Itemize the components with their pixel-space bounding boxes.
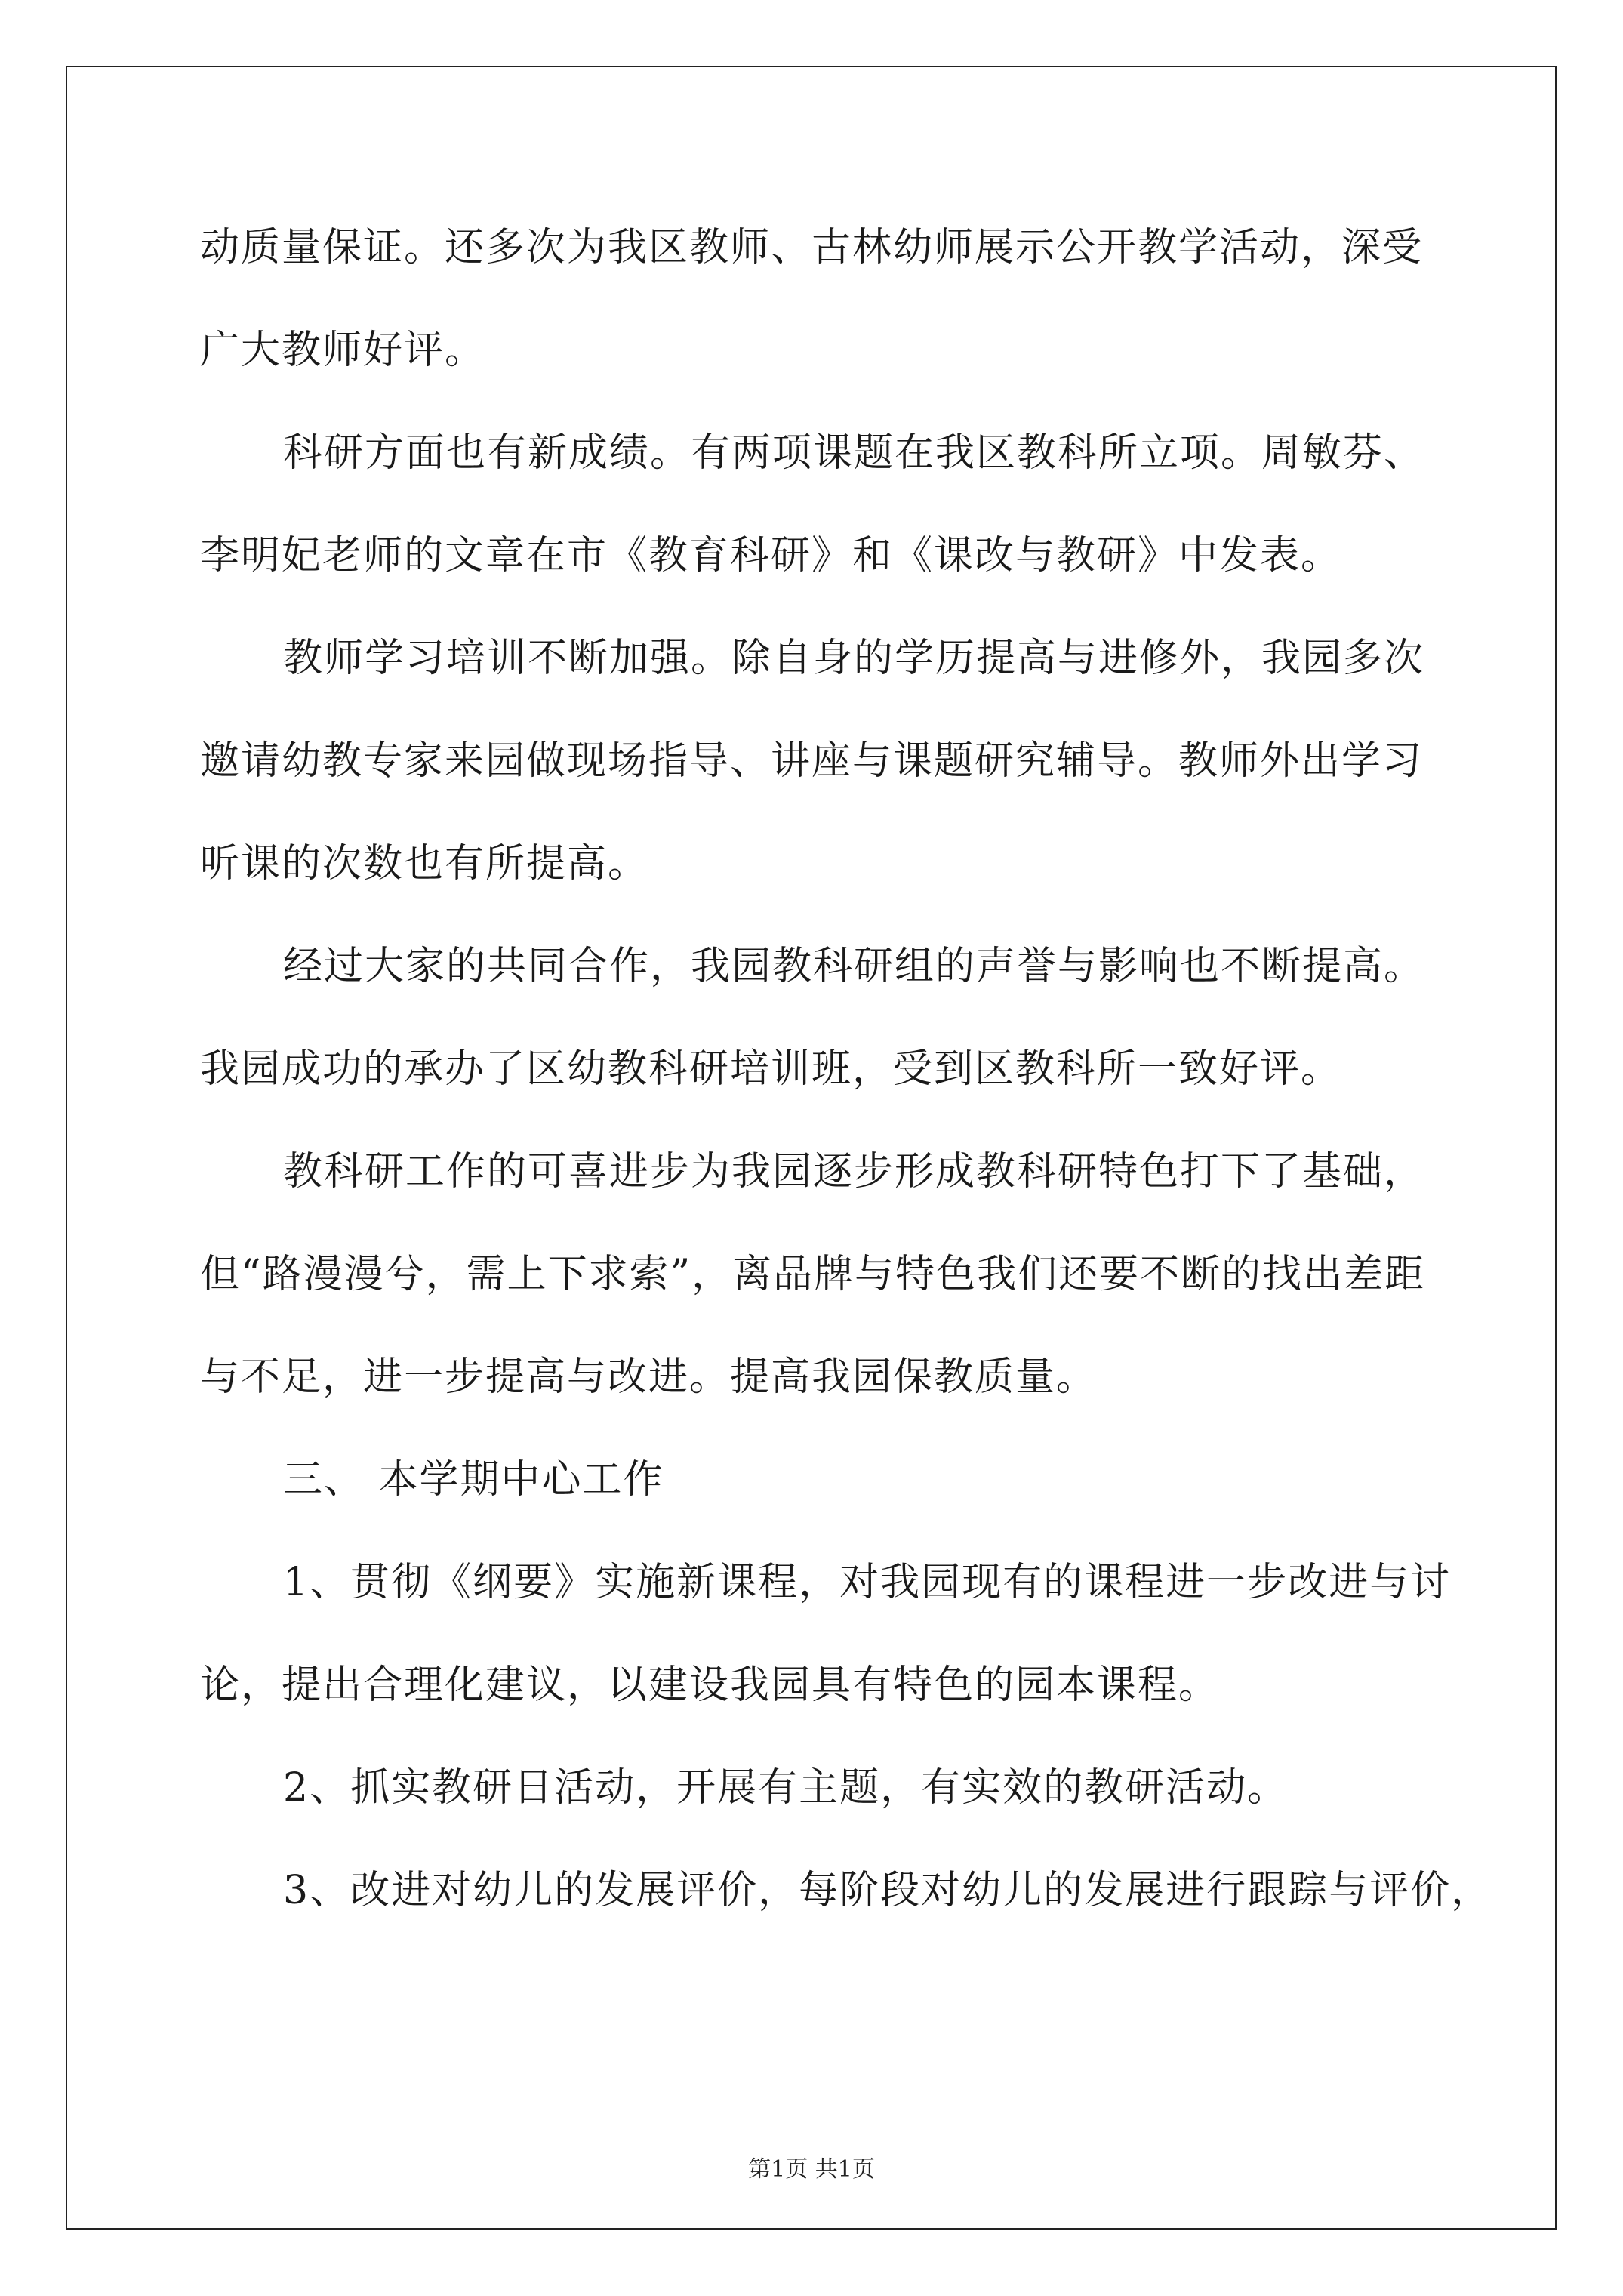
text-line: 教科研工作的可喜进步为我园逐步形成教科研特色打下了基础， bbox=[283, 1149, 1425, 1194]
text-line: 听课的次数也有所提高。 bbox=[200, 841, 649, 886]
section-heading: 三、 本学期中心工作 bbox=[283, 1457, 664, 1502]
text-line: 教师学习培训不断加强。除自身的学历提高与进修外，我园多次 bbox=[283, 636, 1425, 681]
text-line: 1、贯彻《纲要》实施新课程，对我园现有的课程进一步改进与讨 bbox=[283, 1560, 1452, 1605]
page-number-footer: 第1页 共1页 bbox=[748, 2156, 875, 2183]
text-line: 3、改进对幼儿的发展评价，每阶段对幼儿的发展进行跟踪与评价， bbox=[283, 1868, 1492, 1913]
text-line: 2、抓实教研日活动，开展有主题，有实效的教研活动。 bbox=[283, 1765, 1289, 1811]
text-line: 科研方面也有新成绩。有两项课题在我区教科所立项。周敏芬、 bbox=[283, 430, 1425, 476]
text-line: 邀请幼教专家来园做现场指导、讲座与课题研究辅导。教师外出学习 bbox=[200, 738, 1424, 784]
document-body bbox=[200, 196, 1492, 1942]
text-line: 动质量保证。还多次为我区教师、古林幼师展示公开教学活动，深受 bbox=[200, 225, 1424, 270]
text-line: 我园成功的承办了区幼教科研培训班，受到区教科所一致好评。 bbox=[200, 1046, 1342, 1092]
text-line: 论，提出合理化建议，以建设我园具有特色的园本课程。 bbox=[200, 1663, 1220, 1708]
text-line: 与不足，进一步提高与改进。提高我园保教质量。 bbox=[200, 1354, 1098, 1400]
text-line: 李明妃老师的文章在市《教育科研》和《课改与教研》中发表。 bbox=[200, 533, 1342, 578]
text-line: 但“路漫漫兮，需上下求索”，离品牌与特色我们还要不断的找出差距 bbox=[200, 1252, 1426, 1297]
text-line: 经过大家的共同合作，我园教科研组的声誉与影响也不断提高。 bbox=[283, 944, 1425, 989]
text-line: 广大教师好评。 bbox=[200, 328, 486, 373]
